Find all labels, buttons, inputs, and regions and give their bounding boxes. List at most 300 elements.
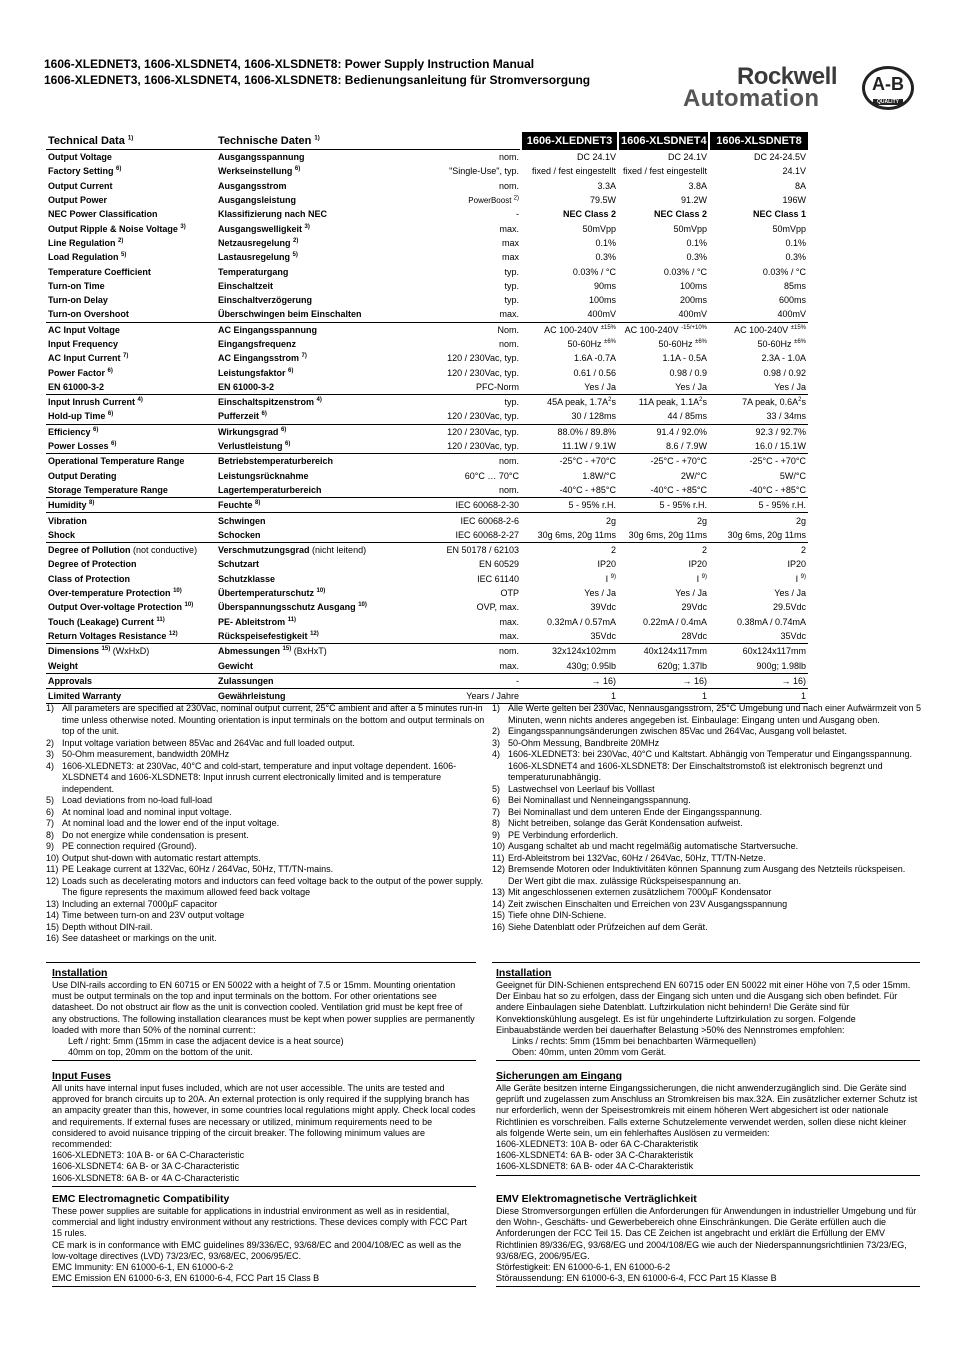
section-body: These power supplies are suitable for applications in industrial environment as well as in residential, commercial and light industry environment without any restrictions. These devices comply with FCC Part 15 rules. bbox=[52, 1206, 467, 1239]
value-xlsdnet8-cell: 16.0 / 15.1W bbox=[754, 441, 806, 452]
condition-cell: - bbox=[516, 209, 519, 220]
value-xlednet3-cell: 30 / 128ms bbox=[571, 411, 616, 422]
value-xlednet3-cell: NEC Class 2 bbox=[562, 209, 616, 220]
table-row bbox=[46, 688, 808, 703]
parameter-de-cell: Klassifizierung nach NEC bbox=[218, 209, 328, 220]
table-row bbox=[46, 673, 808, 688]
section-body: Use DIN-rails according to EN 60715 or EN 50022 with a height of 7.5 or 15mm. Mounting orientation must be output terminals on the top and input terminals on the bottom. For other orientations see datasheet. Do not obstruct air flow as the unit is convection cooled. Ventilation grid must be kept free of any obstructions. The following installation clearances must be kept when power supplies are permanently loaded with more than 50% of the nominal current:: bbox=[52, 980, 475, 1035]
value-xlednet3-cell: → 16) bbox=[521, 673, 618, 688]
condition-cell: typ. bbox=[391, 395, 521, 410]
divider bbox=[492, 962, 920, 963]
parameter-en-cell: Turn-on Overshoot bbox=[48, 309, 129, 320]
title-english: 1606-XLEDNET3, 1606-XLSDNET4, 1606-XLSDNET8: Power Supply Instruction Manual bbox=[44, 57, 535, 71]
cell-text: Humidity bbox=[48, 500, 87, 511]
value-xlsdnet8-cell: 24.1V bbox=[782, 166, 806, 177]
value-xlsdnet8-cell: 30g 6ms, 20g 11ms bbox=[727, 529, 806, 540]
emc-line: EMC Immunity: EN 61000-6-1, EN 61000-6-2 bbox=[52, 1262, 234, 1273]
value-xlsdnet4-cell: 30g 6ms, 20g 11ms bbox=[628, 529, 707, 540]
value-xlsdnet4-cell: 400mV bbox=[678, 309, 707, 320]
condition-cell bbox=[391, 193, 521, 207]
value-xlsdnet8-cell bbox=[709, 337, 808, 351]
parameter-de-cell: Schutzklasse bbox=[218, 573, 276, 584]
table-row bbox=[46, 293, 808, 307]
table-row bbox=[46, 164, 808, 178]
value-xlednet3-cell: -25°C - +70°C bbox=[521, 454, 618, 469]
footnote-item bbox=[492, 703, 922, 726]
value-xlednet3-cell: 32x124x102mm bbox=[521, 644, 618, 659]
cell-text: Hold-up Time bbox=[48, 411, 106, 422]
footnote-item bbox=[46, 703, 491, 738]
logo-rockwell-text: Rockwell bbox=[736, 63, 837, 90]
footnote-text: Nicht betreiben, solange das Gerät Kondensation aufweist. bbox=[508, 818, 743, 828]
footnote-reference: 7) bbox=[123, 353, 129, 360]
parameter-en-cell: Output Voltage bbox=[48, 152, 112, 163]
parameter-en-cell bbox=[46, 351, 216, 365]
parameter-en-cell: EN 61000-3-2 bbox=[48, 381, 105, 392]
emc-line: EMC Emission EN 61000-6-3, EN 61000-6-4, FCC Part 15 Class B bbox=[52, 1273, 320, 1284]
condition-cell: IEC 60068-2-6 bbox=[391, 513, 521, 528]
table-row bbox=[46, 150, 808, 165]
footnote-text: Mit angeschlossenen externen zusätzlichem 7000µF Kondensator bbox=[508, 887, 772, 897]
footnote-number: 12) bbox=[492, 864, 506, 874]
condition-cell: IEC 60068-2-30 bbox=[391, 498, 521, 513]
footnote-text: See datasheet or markings on the unit. bbox=[62, 933, 217, 943]
cell-text: Rückspeisefestigkeit bbox=[218, 630, 308, 641]
cell-text: Touch (Leakage) Current bbox=[48, 616, 154, 627]
condition-cell: 120 / 230Vac, typ. bbox=[447, 411, 519, 422]
condition-cell: max. bbox=[499, 309, 519, 320]
footnote-text: 50-Ohm measurement, bandwidth 20MHz bbox=[62, 749, 230, 759]
parameter-en-cell: Input Frequency bbox=[48, 339, 119, 349]
footnote-number: 8) bbox=[492, 818, 501, 828]
parameter-de-cell: Schocken bbox=[218, 529, 261, 540]
value-xlsdnet4-cell: Yes / Ja bbox=[675, 381, 707, 392]
footnote-number: 7) bbox=[46, 818, 55, 828]
cell-text: Ausgangswelligkeit bbox=[218, 223, 303, 234]
table-row bbox=[46, 600, 808, 614]
table-row bbox=[46, 586, 808, 600]
parameter-de-cell: Temperaturgang bbox=[218, 266, 289, 277]
condition-cell: typ. bbox=[504, 266, 519, 277]
table-header-row bbox=[46, 132, 808, 150]
footnotes-english bbox=[46, 703, 491, 945]
cell-text: AC 100-240V bbox=[624, 324, 679, 335]
footnote-reference: ±6% bbox=[794, 339, 806, 345]
value-xlsdnet4-cell: 3.8A bbox=[688, 180, 707, 191]
value-xlednet3-cell: 0.61 / 0.56 bbox=[573, 367, 616, 378]
cell-text: s bbox=[801, 397, 806, 408]
condition-cell: IEC 61140 bbox=[477, 573, 519, 584]
value-xlednet3-cell: IP20 bbox=[597, 559, 616, 570]
parameter-de-cell bbox=[216, 543, 391, 558]
table-row bbox=[46, 365, 808, 379]
condition-cell: nom. bbox=[498, 152, 519, 163]
footnote-number: 3) bbox=[492, 737, 501, 748]
parameter-de-cell: AC Eingangsspannung bbox=[216, 322, 391, 337]
footnote-reference: 15) bbox=[101, 646, 111, 653]
title-german: 1606-XLEDNET3, 1606-XLSDNET4, 1606-XLSDNET8: Bedienungsanleitung für Stromversorgung bbox=[44, 73, 591, 87]
footnote-item bbox=[46, 841, 491, 853]
footnote-text: PE connection required (Ground). bbox=[62, 841, 197, 851]
condition-cell: OVP, max. bbox=[476, 602, 519, 613]
cell-text: 7A peak, 0.6A bbox=[742, 397, 799, 408]
value-xlsdnet8-cell: -40°C - +85°C bbox=[749, 484, 806, 495]
value-xlsdnet8-cell: 60x124x117mm bbox=[709, 644, 808, 659]
footnote-item bbox=[492, 830, 922, 842]
footnotes-german bbox=[492, 703, 922, 933]
footnote-reference: 9) bbox=[800, 573, 806, 580]
value-xlsdnet8-cell: Yes / Ja bbox=[774, 588, 806, 599]
value-xlsdnet4-cell: 8.6 / 7.9W bbox=[665, 441, 707, 452]
parameter-de-cell bbox=[216, 424, 391, 439]
value-xlsdnet4-cell: 40x124x117mm bbox=[618, 644, 709, 659]
footnote-text: Depth without DIN-rail. bbox=[62, 921, 153, 932]
footnote-reference: ±15% bbox=[790, 324, 806, 331]
cell-text: (BxHxT) bbox=[293, 646, 327, 657]
cell-text: Wirkungsgrad bbox=[218, 426, 279, 437]
value-xlsdnet8-cell: 92.3 / 92.7% bbox=[709, 424, 808, 439]
value-xlednet3-cell: 90ms bbox=[593, 280, 616, 291]
parameter-en-cell: Weight bbox=[48, 660, 78, 671]
footnote-item bbox=[46, 853, 491, 865]
parameter-en-cell bbox=[46, 395, 216, 410]
cell-text: Werkseinstellung bbox=[218, 166, 293, 177]
parameter-en-cell bbox=[46, 600, 216, 614]
footnote-item bbox=[46, 761, 491, 796]
condition-cell: max. bbox=[499, 630, 519, 641]
footnote-reference: -15/+10% bbox=[681, 324, 707, 331]
parameter-de-cell: Ausgangsspannung bbox=[218, 152, 305, 163]
condition-cell: max. bbox=[499, 616, 519, 627]
value-xlsdnet4-cell bbox=[618, 322, 709, 337]
section-title: EMV Elektromagnetische Verträglichkeit bbox=[496, 1193, 697, 1205]
value-xlednet3-cell bbox=[521, 572, 618, 586]
table-row bbox=[46, 409, 808, 424]
footnote-item bbox=[46, 864, 491, 876]
condition-cell: nom. bbox=[391, 644, 521, 659]
footnote-item bbox=[46, 818, 491, 830]
footnote-reference: 2) bbox=[118, 237, 124, 244]
footnote-reference: 1) bbox=[314, 134, 320, 141]
value-xlsdnet4-cell: 1 bbox=[618, 688, 709, 703]
footnote-reference: 10) bbox=[358, 602, 367, 609]
cell-text: I bbox=[696, 573, 700, 584]
parameter-en-cell bbox=[46, 629, 216, 644]
footnote-text: 50-Ohm Messung, Bandbreite 20MHz bbox=[508, 737, 660, 748]
value-xlsdnet8-cell: 35Vdc bbox=[780, 630, 806, 641]
footnote-item bbox=[492, 726, 922, 738]
value-xlednet3-cell: 100ms bbox=[588, 295, 616, 306]
parameter-de-cell: EN 61000-3-2 bbox=[218, 381, 275, 392]
footnote-text: At nominal load and nominal input voltage. bbox=[62, 806, 232, 817]
installation-section-german bbox=[496, 966, 920, 1061]
fuse-line: 1606-XLSDNET8: 6A B- or 4A C-Characteristic bbox=[52, 1172, 240, 1183]
parameter-en-cell: Storage Temperature Range bbox=[48, 484, 168, 495]
technical-data-table bbox=[46, 132, 808, 704]
emc-section-german bbox=[496, 1192, 920, 1287]
table-row bbox=[46, 207, 808, 221]
condition-cell: typ. bbox=[504, 295, 519, 306]
value-xlsdnet4-cell: 50mVpp bbox=[673, 223, 707, 234]
cell-text: I bbox=[605, 573, 609, 584]
cell-text: 50-60Hz bbox=[658, 339, 693, 349]
parameter-de-cell bbox=[216, 164, 391, 178]
footnote-reference: 6) bbox=[294, 166, 301, 173]
table-row bbox=[46, 454, 808, 469]
parameter-de-cell: Ausgangsstrom bbox=[218, 180, 287, 191]
table-row bbox=[46, 439, 808, 454]
footnote-number: 13) bbox=[492, 887, 506, 897]
parameter-en-cell bbox=[46, 250, 216, 264]
cell-text: Output Ripple & Noise Voltage bbox=[48, 223, 178, 234]
footnote-number: 9) bbox=[492, 829, 501, 840]
cell-text: 45A peak, 1.7A bbox=[547, 397, 609, 408]
fuse-line: 1606-XLSDNET8: 6A B- oder 4A C-Charakteristik bbox=[496, 1161, 694, 1172]
footnote-text: PE Verbindung erforderlich. bbox=[508, 829, 619, 840]
cell-text: AC Input Current bbox=[48, 353, 121, 364]
parameter-de-cell: Überschwingen beim Einschalten bbox=[218, 309, 362, 320]
condition-cell: nom. bbox=[498, 339, 519, 349]
value-xlsdnet4-cell: 44 / 85ms bbox=[667, 411, 707, 422]
value-xlednet3-cell: 0.03% / °C bbox=[572, 266, 616, 277]
clearance-line: Links / rechts: 5mm (15mm bei benachbarten Wärmequellen) bbox=[512, 1036, 757, 1047]
value-xlsdnet4-cell: Yes / Ja bbox=[675, 588, 707, 599]
cell-text: Einschaltspitzenstrom bbox=[218, 397, 315, 408]
footnote-number: 1) bbox=[46, 703, 55, 713]
value-xlsdnet8-cell: NEC Class 1 bbox=[752, 209, 806, 220]
cell-text: Power Losses bbox=[48, 441, 109, 452]
value-xlednet3-cell: 50mVpp bbox=[582, 223, 616, 234]
value-xlednet3-cell: 0.3% bbox=[595, 252, 616, 263]
footnote-item bbox=[46, 876, 491, 899]
parameter-de-cell: Ausgangsleistung bbox=[218, 195, 297, 206]
footnote-number: 13) bbox=[46, 898, 60, 909]
footnote-number: 6) bbox=[46, 806, 55, 817]
parameter-de-cell: Gewicht bbox=[218, 660, 254, 671]
value-xlsdnet4-cell: 5 - 95% r.H. bbox=[618, 498, 709, 513]
footnote-reference: 9) bbox=[610, 573, 616, 580]
value-xlsdnet8-cell: 0.3% bbox=[785, 252, 806, 263]
condition-cell: nom. bbox=[498, 180, 519, 191]
section-body: Diese Stromversorgungen erfüllen die Anforderungen für Anwendungen in industrieller Umgebung und für den Wohn-, Geschäfts- und Gewerbebereich ohne Einschränkungen. Die Geräte erfüllen auch die Anforderungen der FCC Teil 15. Das CE Zeichen ist angebracht und erklärt die Erfüllung der EMV Richtlinien 89/336/EG, 93/68/EG und 2004/108/EG wie auch der Niederspannungsrichtlinien 73/23/EG, 93/68/EG, 2006/95/EG. bbox=[496, 1206, 917, 1261]
cell-text: Over-temperature Protection bbox=[48, 588, 171, 599]
cell-text: Überspannungsschutz Ausgang bbox=[218, 602, 356, 613]
value-xlsdnet8-cell: 5 - 95% r.H. bbox=[709, 498, 808, 513]
logo-automation-text: Automation bbox=[683, 85, 820, 112]
cell-text: Degree of Pollution bbox=[48, 545, 131, 556]
value-xlednet3-cell bbox=[521, 395, 618, 410]
footnote-number: 2) bbox=[46, 737, 55, 748]
value-xlsdnet8-cell bbox=[709, 395, 808, 410]
footnote-number: 9) bbox=[46, 841, 55, 851]
value-xlsdnet8-cell: DC 24-24.5V bbox=[753, 152, 806, 163]
value-xlednet3-cell: 11.1W / 9.1W bbox=[562, 441, 616, 452]
value-xlsdnet8-cell: 2 bbox=[709, 543, 808, 558]
footnote-reference: 6) bbox=[107, 411, 114, 418]
parameter-de-cell: Schutzart bbox=[218, 559, 260, 570]
value-xlsdnet4-cell: -25°C - +70°C bbox=[618, 454, 709, 469]
value-xlednet3-cell: 5 - 95% r.H. bbox=[521, 498, 618, 513]
cell-text: (not conductive) bbox=[133, 545, 198, 556]
parameter-de-cell bbox=[216, 395, 391, 410]
cell-text: 11A peak, 1.1A bbox=[638, 397, 700, 408]
value-xlsdnet8-cell: → 16) bbox=[709, 673, 808, 688]
footnote-text: Load deviations from no-load full-load bbox=[62, 795, 213, 805]
footnote-reference: 11) bbox=[287, 616, 297, 623]
cell-text: Pufferzeit bbox=[218, 411, 260, 422]
parameter-de-cell: Betriebstemperaturbereich bbox=[216, 454, 391, 469]
footnote-text: Output shut-down with automatic restart attempts. bbox=[62, 852, 261, 863]
section-title: Installation bbox=[52, 967, 108, 979]
cell-text: AC 100-240V bbox=[734, 324, 789, 335]
footnote-number: 14) bbox=[492, 898, 506, 909]
footnote-item bbox=[46, 807, 491, 819]
table-row bbox=[46, 264, 808, 278]
value-xlsdnet8-cell: 900g; 1.98lb bbox=[756, 660, 806, 671]
footnote-text: Loads such as decelerating motors and inductors can feed voltage back to the output of the power supply. The figure represents the maximum allowed feed back voltage bbox=[62, 875, 484, 897]
value-xlsdnet4-cell: 28Vdc bbox=[681, 630, 707, 641]
parameter-de-cell: Eingangsfrequenz bbox=[218, 339, 297, 349]
condition-cell: nom. bbox=[498, 484, 519, 495]
value-xlsdnet4-cell: 0.3% bbox=[686, 252, 707, 263]
clearance-line: Oben: 40mm, unten 20mm vom Gerät. bbox=[512, 1047, 667, 1058]
value-xlednet3-cell bbox=[521, 337, 618, 351]
footnote-reference: 12) bbox=[310, 630, 319, 637]
section-title: Installation bbox=[496, 967, 552, 979]
value-xlednet3-cell: fixed / fest eingestellt bbox=[531, 166, 616, 177]
footnote-reference: 10) bbox=[173, 588, 182, 595]
footnote-reference: 1) bbox=[127, 134, 134, 141]
footnote-number: 11) bbox=[46, 864, 59, 874]
table-row bbox=[46, 236, 808, 250]
value-xlsdnet4-cell: 2W/°C bbox=[680, 470, 707, 481]
footnote-reference: 4) bbox=[316, 397, 322, 404]
table-row bbox=[46, 193, 808, 207]
footnote-text: Lastwechsel von Leerlauf bis Volllast bbox=[508, 783, 655, 794]
parameter-de-cell: Einschaltverzögerung bbox=[218, 295, 313, 306]
footnote-item bbox=[492, 818, 922, 830]
footnote-reference: 2) bbox=[513, 194, 519, 201]
footnote-text: Tiefe ohne DIN-Schiene. bbox=[508, 910, 607, 920]
value-xlednet3-cell: Yes / Ja bbox=[584, 588, 616, 599]
value-xlednet3-cell: Yes / Ja bbox=[584, 381, 616, 392]
footnote-reference: 10) bbox=[184, 602, 194, 609]
table-row bbox=[46, 322, 808, 337]
document-title bbox=[44, 56, 684, 88]
footnote-reference: 10) bbox=[316, 588, 326, 595]
footnote-reference: 4) bbox=[137, 397, 143, 404]
header-technische-daten bbox=[216, 132, 391, 150]
condition-cell: EN 60529 bbox=[478, 559, 519, 570]
cell-text: PowerBoost bbox=[468, 195, 512, 205]
condition-cell: OTP bbox=[500, 588, 519, 599]
rockwell-automation-logo bbox=[683, 63, 837, 112]
value-xlsdnet8-cell: 0.03% / °C bbox=[762, 266, 806, 277]
value-xlsdnet4-cell: 0.98 / 0.9 bbox=[669, 367, 707, 378]
footnote-reference: ±6% bbox=[604, 339, 616, 345]
fuse-line: 1606-XLEDNET3: 10A B- oder 6A C-Charakteristik bbox=[496, 1139, 699, 1150]
footnote-text: Siehe Datenblatt oder Prüfzeichen auf dem Gerät. bbox=[508, 921, 708, 932]
parameter-en-cell: AC Input Voltage bbox=[46, 322, 216, 337]
table-row bbox=[46, 644, 808, 659]
footnote-item bbox=[492, 864, 922, 887]
installation-section-english bbox=[52, 966, 476, 1061]
footnote-reference: 6) bbox=[107, 367, 113, 374]
parameter-en-cell: NEC Power Classification bbox=[48, 209, 158, 220]
footnote-reference: 15) bbox=[282, 646, 292, 653]
value-xlednet3-cell: 35Vdc bbox=[590, 630, 616, 641]
footnote-reference: 2 bbox=[608, 397, 612, 404]
parameter-en-cell: Class of Protection bbox=[48, 573, 131, 584]
value-xlsdnet4-cell bbox=[618, 337, 709, 351]
value-xlednet3-cell: 1.8W/°C bbox=[582, 470, 616, 481]
footnote-item bbox=[46, 830, 491, 842]
condition-cell: EN 50178 / 62103 bbox=[391, 543, 521, 558]
cell-text: (nicht leitend) bbox=[312, 545, 367, 556]
footnote-text: Ausgang schaltet ab und macht regelmäßig automatische Startversuche. bbox=[508, 841, 799, 851]
parameter-en-cell: Shock bbox=[48, 529, 76, 540]
parameter-en-cell: Approvals bbox=[46, 673, 216, 688]
cell-text: Output Over-voltage Protection bbox=[48, 602, 183, 613]
parameter-en-cell bbox=[46, 615, 216, 629]
ab-logo-text: A-B bbox=[872, 74, 904, 94]
table-row bbox=[46, 483, 808, 498]
footnote-text: 1606-XLEDNET3: at 230Vac, 40°C and cold-start, temperature and input voltage dependent. 1606-XLSDNET4 and 1606-XLSDNET8: Input inrush current electronically limited and is temperature independent. bbox=[62, 760, 457, 794]
cell-text: s bbox=[611, 397, 616, 408]
value-xlsdnet4-cell: DC 24.1V bbox=[667, 152, 707, 163]
cell-text: Lastausregelung bbox=[218, 252, 291, 263]
footnote-number: 14) bbox=[46, 910, 60, 920]
cell-text: Leistungsfaktor bbox=[218, 367, 286, 378]
footnote-reference: 6) bbox=[288, 367, 294, 374]
footnote-text: Zeit zwischen Einschalten und Erreichen von 23V Ausgangsspannung bbox=[508, 898, 788, 909]
parameter-de-cell bbox=[216, 644, 391, 659]
value-xlsdnet8-cell: Yes / Ja bbox=[774, 381, 806, 392]
value-xlednet3-cell: 1 bbox=[521, 688, 618, 703]
table-row bbox=[46, 615, 808, 629]
footnote-item bbox=[46, 749, 491, 761]
value-xlsdnet8-cell: IP20 bbox=[787, 559, 806, 570]
condition-cell: "Single-Use", typ. bbox=[449, 166, 519, 177]
value-xlsdnet8-cell: 0.98 / 0.92 bbox=[763, 367, 806, 378]
cell-text: Dimensions bbox=[48, 646, 100, 657]
footnote-reference: 3) bbox=[180, 223, 186, 230]
cell-text: Input Inrush Current bbox=[48, 397, 135, 408]
table-row bbox=[46, 543, 808, 558]
condition-cell: 120 / 230Vac, typ. bbox=[391, 424, 521, 439]
footnote-text: Eingangsspannungsänderungen zwischen 85Vac und 264Vac, Ausgang voll belastet. bbox=[508, 726, 847, 736]
value-xlednet3-cell bbox=[521, 322, 618, 337]
cell-text: I bbox=[795, 573, 799, 584]
cell-text: Netzausregelung bbox=[218, 237, 291, 248]
footnote-item bbox=[46, 738, 491, 750]
cell-text: Feuchte bbox=[218, 500, 253, 511]
parameter-de-cell bbox=[216, 351, 391, 365]
section-body: All units have internal input fuses included, which are not user accessible. The units are tested and approved for branch circuits up to 20A. An external protection is only required if the supplying branch has an ampacity greater than this, however, in some countries local regulations might apply. Check local codes and requirements. If external fuses are necessary or utilized, minimum requirements need to be considered to avoid nuisance tripping of the circuit breaker. The following minimum values are recommended: bbox=[52, 1083, 476, 1150]
condition-cell: 120 / 230Vac, typ. bbox=[447, 367, 519, 378]
footnote-text: Including an external 7000µF capacitor bbox=[62, 898, 218, 909]
footnote-text: Do not energize while condensation is present. bbox=[62, 829, 249, 840]
footnote-item bbox=[492, 784, 922, 796]
footnote-number: 15) bbox=[46, 921, 60, 932]
value-xlsdnet4-cell: 0.22mA / 0.4mA bbox=[642, 616, 707, 627]
footnote-item bbox=[46, 933, 491, 945]
value-xlsdnet8-cell: 2g bbox=[709, 513, 808, 528]
condition-cell: Nom. bbox=[391, 322, 521, 337]
parameter-en-cell: Vibration bbox=[46, 513, 216, 528]
footnote-item bbox=[492, 738, 922, 750]
parameter-en-cell: Turn-on Delay bbox=[48, 295, 108, 306]
